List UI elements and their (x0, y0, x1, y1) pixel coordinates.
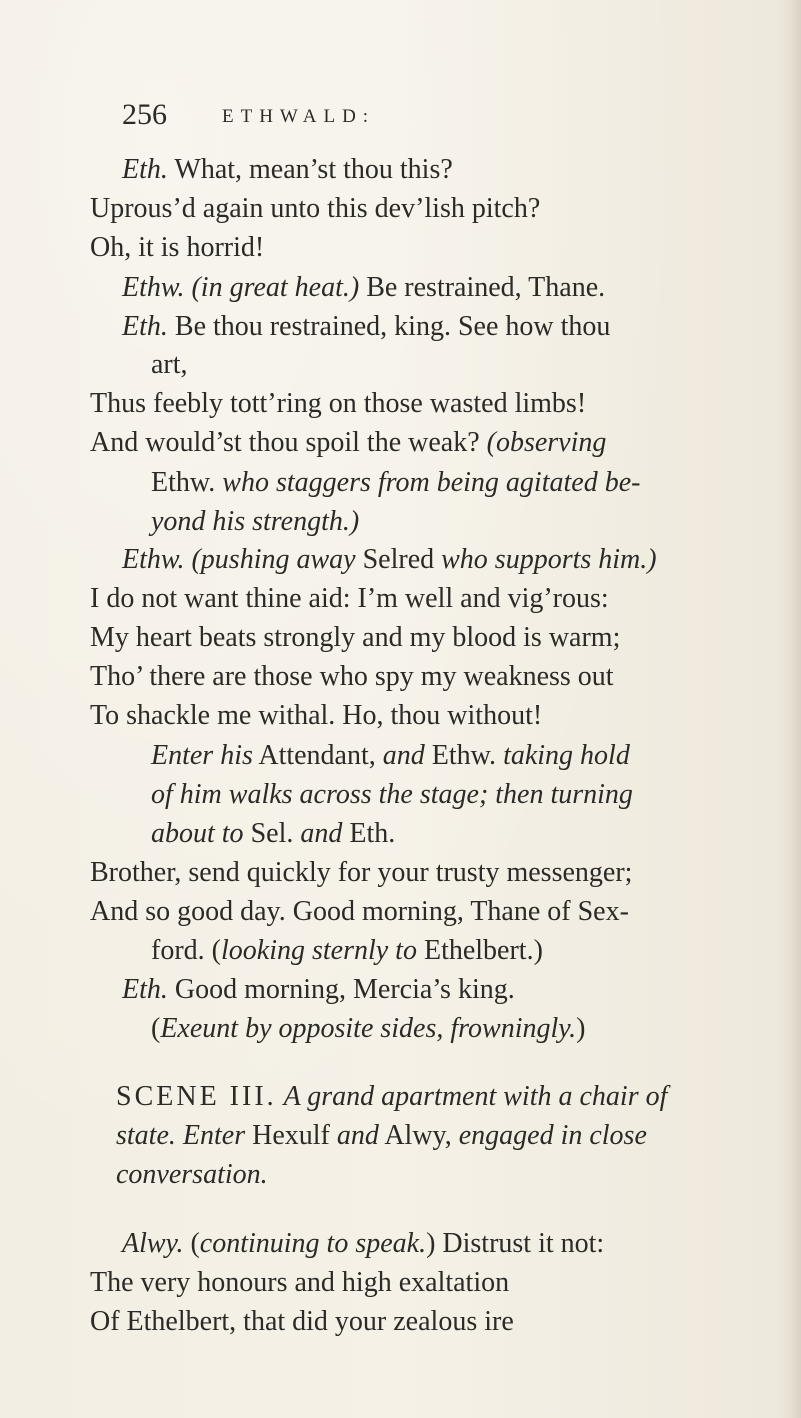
roman-segment: Thus feebly tott’ring on those wasted limbs! (90, 388, 587, 419)
italic-segment: Eth. (122, 154, 168, 185)
text-line (90, 1266, 509, 1300)
text-line (151, 466, 640, 500)
text-line (151, 739, 630, 773)
text-line (122, 271, 605, 305)
roman-segment: Alwy, (378, 1120, 459, 1151)
text-line (151, 1012, 585, 1046)
roman-segment: ( (151, 1013, 161, 1044)
text-line (122, 973, 515, 1007)
roman-segment: To shackle me withal. Ho, thou without! (90, 700, 543, 731)
roman-segment: Sel. (243, 818, 301, 849)
text-line (90, 387, 586, 421)
page-number: 256 (122, 98, 167, 131)
italic-segment: (pushing away (191, 544, 356, 575)
italic-segment: about to (151, 818, 244, 849)
italic-segment: and (336, 1120, 379, 1151)
roman-segment: Of Ethelbert, that did your zealous ire (90, 1306, 514, 1337)
roman-segment: And would’st thou spoil the weak? (90, 427, 487, 458)
italic-segment: and (300, 818, 343, 849)
text-line (116, 1119, 647, 1153)
roman-segment: What, mean’st thou this? (167, 154, 453, 185)
italic-segment: Enter his (151, 740, 253, 771)
italic-segment: Ethw. (122, 272, 185, 303)
text-line (90, 621, 620, 655)
roman-segment (277, 1081, 284, 1112)
text-line (151, 778, 633, 812)
text-line (151, 817, 395, 851)
roman-segment: Ethw. (151, 467, 223, 498)
text-line (90, 426, 606, 460)
text-line (90, 856, 632, 890)
roman-segment: I do not want thine aid: I’m well and vig’rous: (90, 583, 609, 614)
text-line (90, 699, 542, 733)
italic-segment: who supports him.) (441, 544, 657, 575)
roman-segment: Eth. (342, 818, 396, 849)
roman-segment: Attendant, (252, 740, 383, 771)
italic-segment: state. Enter (116, 1120, 246, 1151)
roman-segment: My heart beats strongly and my blood is warm; (90, 622, 621, 653)
roman-segment: Be thou restrained, king. See how thou (167, 311, 611, 342)
roman-segment: Oh, it is horrid! (90, 232, 265, 263)
italic-segment: Alwy. (122, 1228, 184, 1259)
text-line (90, 895, 629, 929)
italic-segment: Eth. (122, 311, 168, 342)
italic-segment: yond his strength.) (151, 506, 360, 537)
italic-segment: Exeunt by opposite sides, frowningly. (160, 1013, 577, 1044)
roman-segment: ) (576, 1013, 586, 1044)
roman-segment: ( (183, 1228, 200, 1259)
text-line (116, 1158, 268, 1192)
roman-segment: Selred (355, 544, 442, 575)
italic-segment: looking sternly to (220, 935, 417, 966)
italic-segment: (in great heat.) (191, 272, 360, 303)
text-line (122, 153, 453, 187)
text-line (122, 310, 610, 344)
text-line (151, 505, 359, 539)
italic-segment: engaged in close (458, 1120, 647, 1151)
roman-segment: Tho’ there are those who spy my weakness out (90, 661, 614, 692)
text-line (151, 934, 543, 968)
text-line (90, 192, 540, 226)
page-spine-shadow (779, 0, 801, 1418)
italic-segment: Ethw. (122, 544, 185, 575)
text-line (90, 231, 264, 265)
text-line (122, 543, 657, 577)
italic-segment: who staggers from being agitated be- (222, 467, 641, 498)
roman-segment: The very honours and high exaltation (90, 1267, 510, 1298)
text-line (90, 1305, 514, 1339)
text-line (122, 1227, 604, 1261)
roman-segment: Uprous’d again unto this dev’lish pitch? (90, 193, 541, 224)
roman-segment: SCENE III. (116, 1081, 277, 1112)
roman-segment: ) Distrust it not: (426, 1228, 605, 1259)
italic-segment: continuing to speak. (199, 1228, 427, 1259)
italic-segment: of him walks across the stage; then turning (151, 779, 633, 810)
italic-segment: taking hold (503, 740, 630, 771)
roman-segment: art, (151, 349, 188, 380)
roman-segment: Hexulf (245, 1120, 337, 1151)
roman-segment: ford. ( (151, 935, 221, 966)
roman-segment: Brother, send quickly for your trusty messenger; (90, 857, 633, 888)
text-line (90, 582, 609, 616)
scene-heading (116, 1080, 667, 1114)
roman-segment: And so good day. Good morning, Thane of Sex- (90, 896, 629, 927)
italic-segment: (observing (486, 427, 607, 458)
text-line (151, 348, 188, 382)
italic-segment: A grand apartment with a chair of (283, 1081, 668, 1112)
roman-segment: Ethelbert.) (416, 935, 543, 966)
roman-segment: Ethw. (424, 740, 504, 771)
roman-segment: Good morning, Mercia’s king. (167, 974, 515, 1005)
italic-segment: and (382, 740, 425, 771)
roman-segment: Be restrained, Thane. (359, 272, 606, 303)
running-title: ETHWALD: (222, 106, 376, 127)
italic-segment: Eth. (122, 974, 168, 1005)
text-line (90, 660, 614, 694)
italic-segment: conversation. (116, 1159, 268, 1190)
